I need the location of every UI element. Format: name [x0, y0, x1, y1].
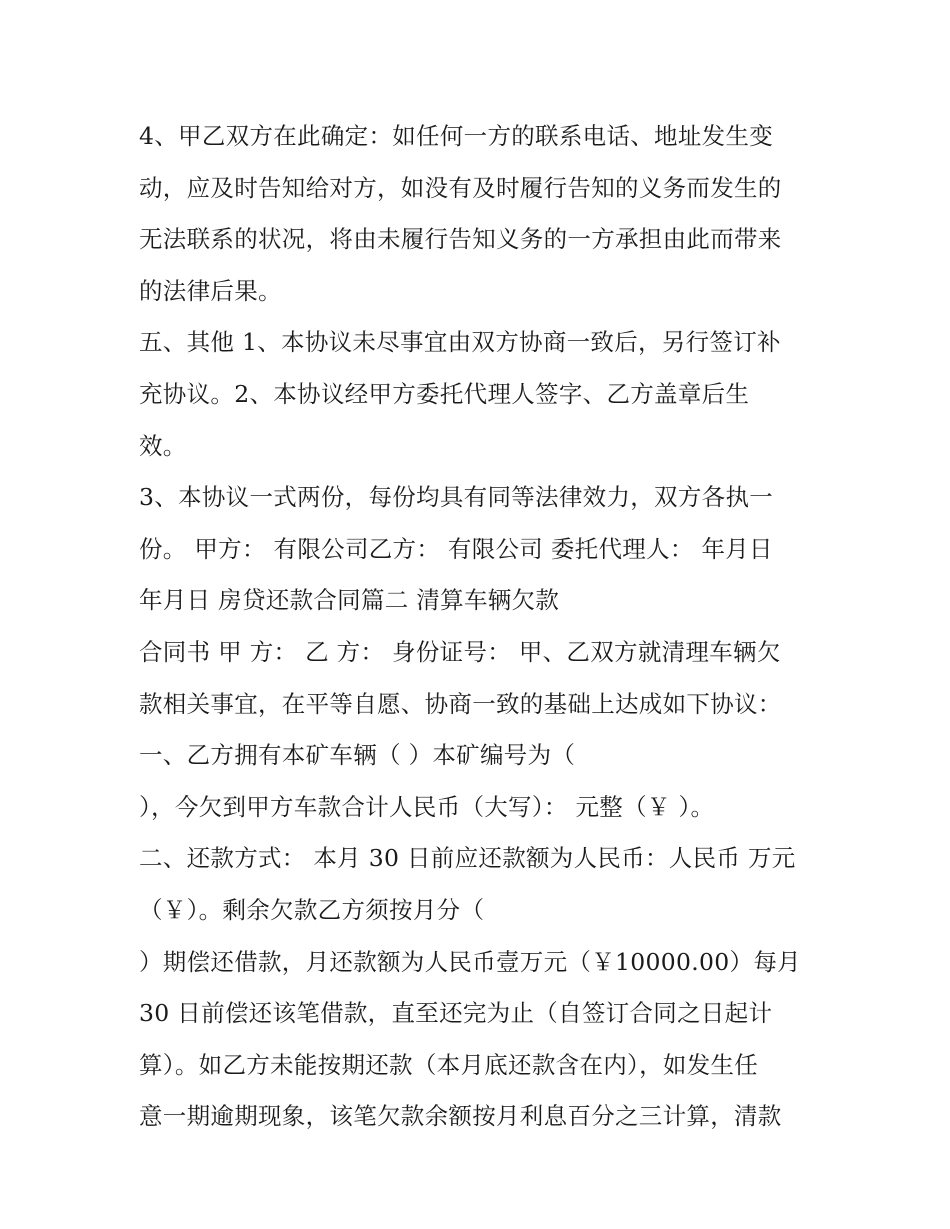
text-line: 3、本协议一式两份，每份均具有同等法律效力，双方各执一 — [139, 483, 774, 512]
text-line: 意一期逾期现象，该笔欠款余额按月利息百分之三计算，清款 — [139, 1102, 782, 1131]
text-line: （￥）。剩余欠款乙方须按月分（ — [139, 895, 485, 924]
text-line: ），今欠到甲方车款合计人民币（大写）： 元整（￥ ）。 — [139, 792, 715, 821]
text-line: 30 日前偿还该笔借款，直至还完为止（自签订合同之日起计 — [139, 999, 773, 1028]
text-line: 充协议。2、本协议经甲方委托代理人签字、乙方盖章后生 — [139, 379, 750, 408]
text-line: 无法联系的状况，将由未履行告知义务的一方承担由此而带来 — [139, 225, 782, 254]
text-line: 款相关事宜，在平等自愿、协商一致的基础上达成如下协议： — [139, 689, 782, 718]
text-line: 合同书 甲 方： 乙 方： 身份证号： 甲、乙双方就清理车辆欠 — [139, 637, 781, 666]
text-line: 份。 甲方： 有限公司乙方： 有限公司 委托代理人： 年月日 — [139, 534, 773, 563]
text-line: ）期偿还借款，月还款额为人民币壹万元（￥10000.00）每月 — [139, 947, 801, 976]
text-line: 一、乙方拥有本矿车辆（ ）本矿编号为（ — [139, 741, 576, 770]
text-line: 二、还款方式： 本月 30 日前应还款额为人民币：人民币 万元 — [139, 844, 796, 873]
text-line: 算）。如乙方未能按期还款（本月底还款含在内），如发生任 — [139, 1050, 759, 1079]
text-line: 动，应及时告知给对方，如没有及时履行告知的义务而发生的 — [139, 173, 782, 202]
document-body — [139, 111, 829, 1143]
text-line: 效。 — [139, 431, 187, 460]
text-line: 年月日 房贷还款合同篇二 清算车辆欠款 — [139, 586, 560, 615]
text-line: 的法律后果。 — [139, 276, 282, 305]
text-line: 五、其他 1、本协议未尽事宜由双方协商一致后，另行签订补 — [139, 328, 781, 357]
text-line: 4、甲乙双方在此确定：如任何一方的联系电话、地址发生变 — [139, 122, 774, 150]
